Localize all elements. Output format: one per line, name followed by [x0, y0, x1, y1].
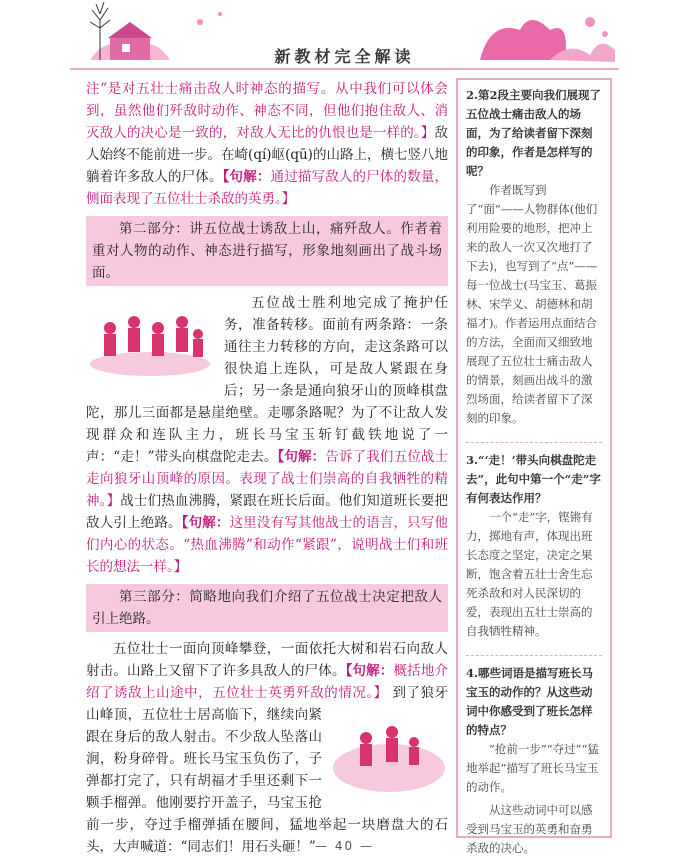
annotation-text: 这里没有写其他战士的语言，只写他们内心的状态。“热血沸腾”和动作“紧跟”，说明战士们和班长的想法一样。】	[86, 515, 449, 575]
annotation-tag: 【句解：	[345, 663, 394, 679]
answer-4b: 从这些动词中可以感受到马宝玉的英勇和奋勇杀敌的决心。	[466, 803, 593, 855]
body-text: 到了狼牙山峰顶，五位壮士居高临下，继续向紧跟在身后的敌人射击。不少敌人坠落山涧，粉身碎骨。班长马宝玉负伤了，子弹都打完了，只有胡福才手里还剩下一颗手榴弹。他刚要拧开盖子，马宝玉抢前一步，夺过手榴弹插在腰间，猛地举起一块磨盘大的石头，大声喊道：“同志们！用石头砸！”	[86, 685, 449, 855]
answer-4a: “抢前一步”“夺过”“猛地举起”描写了班长马宝玉的动作。	[466, 742, 599, 794]
page-header	[0, 0, 689, 72]
soldiers-illustration-icon	[86, 294, 214, 380]
annotation-tag: 【句解：	[277, 449, 326, 465]
battle-illustration-icon	[330, 708, 448, 796]
body-text: 敌人始终不能前进一步。在崎(qí)岖(qū)的山路上，横七竖八地躺着许多敌人的尸体。	[86, 125, 448, 185]
annotation-text: 注”是对五壮士痛击敌人时神态的描写。从中我们可以体会到，虽然他们歼敌时动作、神态不同，但他们抱住敌人、消灭敌人的决心是一致的，对敌人无比的仇恨也是一样的。】	[86, 81, 448, 141]
sidebar-divider	[466, 655, 602, 656]
section-2-summary: 第二部分：讲五位战士诱敌上山，痛歼敌人。作者着重对人物的动作、神态进行描写，形象地刻画出了战斗场面。	[86, 216, 448, 286]
sidebar-divider	[466, 442, 602, 443]
sidebar-qa-box	[456, 78, 612, 855]
question-4: 4.哪些词语是描写班长马宝玉的动作的？从这些动词中你感受到了班长怎样的特点？	[466, 666, 594, 737]
section-3-summary: 第三部分：简略地向我们介绍了五位战士决定把敌人引上绝路。	[86, 584, 448, 632]
annotation-tag: 【句解：	[181, 515, 230, 531]
annotation-tag: 【句解：	[222, 169, 271, 185]
body-text: 五位战士胜利地完成了掩护任务，准备转移。面前有两条路：一条通往主力转移的方向，走这条路可以很快追上连队，可是敌人紧跟在身后；另一条是通向狼牙山的顶峰棋盘陀，那儿三面都是悬崖绝壁。走哪条路呢？为了不让敌人发现群众和连队主力，班长马宝玉斩钉截铁地说了一声：“走！”带头向棋盘陀走去。	[86, 295, 448, 465]
annotation-text: 通过描写敌人的尸体的数量，侧面表现了五位壮士杀敌的英勇。】	[86, 169, 449, 207]
book-title: 新教材完全解读	[274, 47, 415, 66]
paragraph-1	[86, 78, 448, 210]
annotation-text: 概括地介绍了诱敌上山途中，五位壮士英勇歼敌的情况。】	[86, 663, 449, 701]
body-text: 五位壮士一面向顶峰攀登，一面依托大树和岩石向敌人射击。山路上又留下了许多具敌人的尸体。	[86, 641, 448, 679]
annotation-text: 告诉了我们五位战士走向狼牙山顶峰的原因。表现了战士们崇高的自我牺牲的精神。】	[86, 449, 449, 509]
answer-3: 一个“走”字，铿锵有力，掷地有声，体现出班长态度之坚定，决定之果断，饱含着五壮士舍生忘死杀敌和对人民深切的爱，表现出五壮士崇高的自我牺牲精神。	[466, 510, 593, 638]
header-divider	[70, 68, 619, 70]
body-text: 战士们热血沸腾，紧跟在班长后面。他们知道班长要把敌人引上绝路。	[86, 493, 449, 531]
question-3: 3.“‘走！’带头向棋盘陀走去”，此句中第一个“走”字有何表达作用？	[466, 453, 601, 505]
paragraph-3	[86, 638, 448, 858]
page-number: — 40 —	[315, 839, 374, 853]
answer-2: 作者既写到了“面”——人物群体(他们利用险要的地形，把冲上来的敌人一次又次地打了下去)，也写到了“点”——每一位战士(马宝玉、葛振林、宋学义、胡德林和胡福才)。作者运用点面结合的方法，全面而又细致地展现了五位壮士痛击敌人的情景，刻画出战斗的激烈场面，给读者留下了深刻的印象。	[466, 183, 598, 425]
question-2: 2.第2段主要向我们展现了五位战士痛击敌人的场面，为了给读者留下深刻的印象，作者是怎样写的呢？	[466, 88, 602, 178]
